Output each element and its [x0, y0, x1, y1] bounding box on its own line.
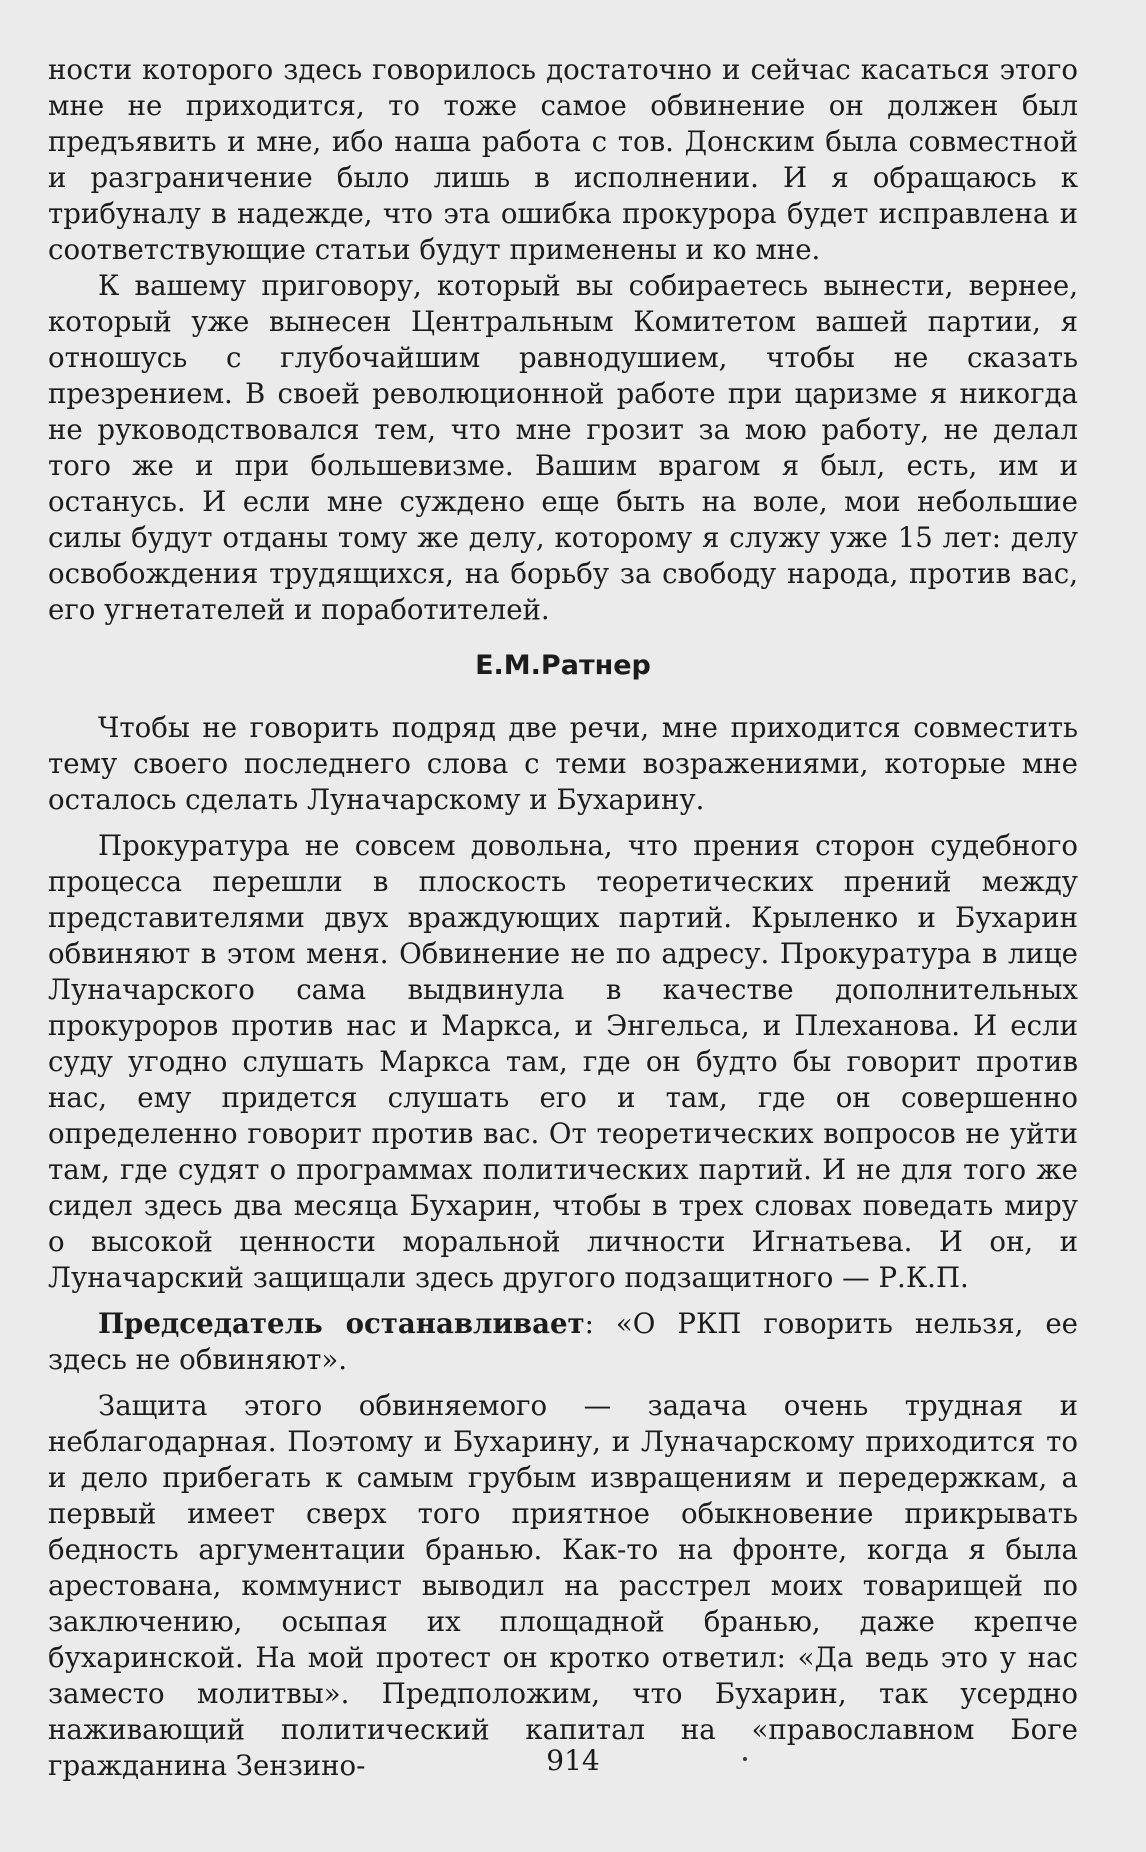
paragraph-verdict: К вашему приговору, который вы собираетесь вынести, вернее, который уже вынесен Центральным Комитетом вашей партии, я отношусь с глубочайшим равнодушием, чтобы не сказать презрением. В своей революционной работе при царизме я никогда не руководствовался тем, что мне грозит за мою работу, не делал того же и при большевизме. Вашим врагом я был, есть, им и останусь. И если мне суждено еще быть на воле, мои небольшие силы будут отданы тому же делу, которому я служу уже 15 лет: делу освобождения трудящихся, на борьбу за свободу народа, против вас, его угнетателей и поработителей. [48, 269, 1078, 626]
page-body [48, 52, 1078, 1822]
paragraph-defense: Защита этого обвиняемого — задача очень трудная и неблагодарная. Поэтому и Бухарину, и Луначарскому приходится то и дело прибегать к самым грубым извращениям и передержкам, а первый имеет сверх того приятное обыкновение прикрывать бедность аргументации бранью. Как-то на фронте, когда я была арестована, коммунист выводил на расстрел моих товарищей по заключению, осыпая их площадной бранью, даже крепче бухаринской. На мой протест он кротко ответил: «Да ведь это у нас заместо молитвы». Предположим, что Бухарин, так усердно наживающий политический капитал на «православном Боге гражданина Зензино- [48, 1389, 1078, 1782]
chair-remark [48, 1306, 1078, 1378]
page-number: 914 [546, 1744, 600, 1777]
speaker-heading: Е.М.Ратнер [475, 650, 651, 681]
paragraph-intro: Чтобы не говорить подряд две речи, мне приходится совместить тему своего последнего слова с теми возражениями, которые мне осталось сделать Луначарскому и Бухарину. [48, 711, 1078, 816]
chair-remark-speaker: Председатель останавливает [98, 1307, 585, 1340]
chair-remark-text: : «О РКП говорить нельзя, ее здесь не обвиняют». [48, 1307, 1078, 1376]
paragraph-continued: ности которого здесь говорилось достаточно и сейчас касаться этого мне не приходится, то тоже самое обвинение он должен был предъявить и мне, ибо наша работа с тов. Донским была совместной и разграничение было лишь в исполнении. И я обращаюсь к трибуналу в надежде, что эта ошибка прокурора будет исправлена и соответствующие статьи будут применены и ко мне. [48, 53, 1078, 266]
paragraph-prosecution: Прокуратура не совсем довольна, что прения сторон судебного процесса перешли в плоскость теоретических прений между представителями двух враждующих партий. Крыленко и Бухарин обвиняют в этом меня. Обвинение не по адресу. Прокуратура в лице Луначарского сама выдвинула в качестве дополнительных прокуроров против нас и Маркса, и Энгельса, и Плеханова. И если суду угодно слушать Маркса там, где он будто бы говорит против нас, ему придется слушать его и там, где он совершенно определенно говорит против вас. От теоретических вопросов не уйти там, где судят о программах политических партий. И не для того же сидел здесь два месяца Бухарин, чтобы в трех словах поведать миру о высокой ценности моральной личности Игнатьева. И он, и Луначарский защищали здесь другого подзащитного — Р.К.П. [48, 829, 1078, 1294]
print-speck [743, 1757, 747, 1761]
